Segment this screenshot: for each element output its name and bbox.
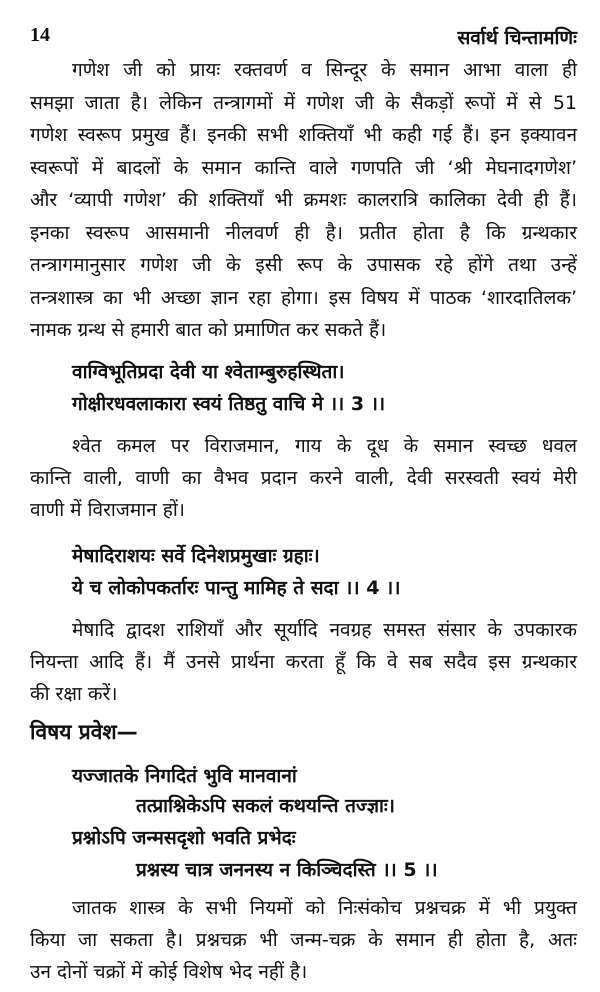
paragraph-line: श्वेत कमल पर विराजमान, गाय के दूध के समान स्वच्छ धवल [72, 435, 577, 457]
running-title: सर्वार्थ चिन्तामणिः [457, 27, 577, 49]
paragraph-line: नामक ग्रन्थ से हमारी बात को प्रमाणित कर सकते हैं। [30, 319, 387, 341]
paragraph-line: वाणी में विराजमान हों। [30, 499, 185, 521]
paragraph-line: तन्त्रशास्त्र का भी अच्छा ज्ञान रहा होगा। इस विषय में पाठक ‘शारदातिलक’ [30, 286, 577, 309]
verse-line: तत्प्राश्निकेऽपि सकलं कथयन्ति तज्ज्ञाः। [136, 795, 395, 817]
paragraph-line: समझा जाता है। लेकिन तन्त्रागमों में गणेश जी के सैकड़ों रूपों में से 51 [30, 91, 577, 114]
paragraph-line: स्वरूपों में बादलों के समान कान्ति वाले गणपति जी ‘श्री मेघनादगणेश’ [30, 156, 577, 179]
verse-line: प्रश्नस्य चात्र जननस्य न किञ्चिदस्ति ।। 5 ।। [136, 859, 438, 881]
paragraph-line: और ‘व्यापी गणेश’ की शक्तियाँ भी क्रमशः कालरात्रि कालिका देवी ही हैं। [30, 189, 577, 211]
paragraph-line: जातक शास्त्र के सभी नियमों को निःसंकोच प्रश्नचक्र में भी प्रयुक्त [72, 897, 577, 919]
verse-line: मेषादिराशयः सर्वे दिनेशप्रमुखाः ग्रहाः। [72, 545, 320, 567]
verse-line: यज्जातके निगदितं भुवि मानवानां [72, 765, 297, 787]
paragraph-line: उन दोनों चक्रों में कोई विशेष भेद नहीं है। [30, 961, 308, 983]
paragraph-line: गणेश जी को प्रायः रक्तवर्ण व सिन्दूर के समान आभा वाला ही [72, 59, 577, 81]
paragraph-line: तन्त्रागमानुसार गणेश जी के इसी रूप के उपासक रहे होंगे तथा उन्हें [30, 254, 577, 276]
section-heading: विषय प्रवेश— [30, 720, 138, 744]
verse-line: वाग्विभूतिप्रदा देवी या श्वेताम्बुरुहस्थिता। [72, 361, 345, 383]
paragraph-line: कान्ति वाली, वाणी का वैभव प्रदान करने वाली, देवी सरस्वती स्वयं मेरी [30, 467, 577, 489]
paragraph-line: की रक्षा करें। [30, 683, 118, 705]
paragraph-line: नियन्ता आदि हैं। मैं उनसे प्रार्थना करता हूँ कि वे सब सदैव इस ग्रन्थकार [30, 651, 577, 673]
verse-line: प्रश्नोऽपि जन्मसदृशो भवति प्रभेदः [72, 827, 296, 849]
page-number: 14 [30, 24, 50, 46]
paragraph-line: मेषादि द्वादश राशियाँ और सूर्यादि नवग्रह समस्त संसार के उपकारक [72, 619, 577, 641]
verse-line: ये च लोकोपकर्तारः पान्तु मामिह ते सदा ।। 4 ।। [72, 577, 401, 599]
paragraph-line: गणेश स्वरूप प्रमुख हैं। इनकी सभी शक्तियाँ भी कही गई हैं। इन इक्यावन [30, 124, 577, 146]
paragraph-line: इनका स्वरूप आसमानी नीलवर्ण ही है। प्रतीत होता है कि ग्रन्थकार [30, 221, 577, 244]
paragraph-line: किया जा सकता है। प्रश्नचक्र भी जन्म-चक्र के समान ही होता है, अतः [30, 929, 577, 951]
verse-line: गोक्षीरधवलाकारा स्वयं तिष्ठतु वाचि मे ।। 3 ।। [72, 393, 386, 415]
